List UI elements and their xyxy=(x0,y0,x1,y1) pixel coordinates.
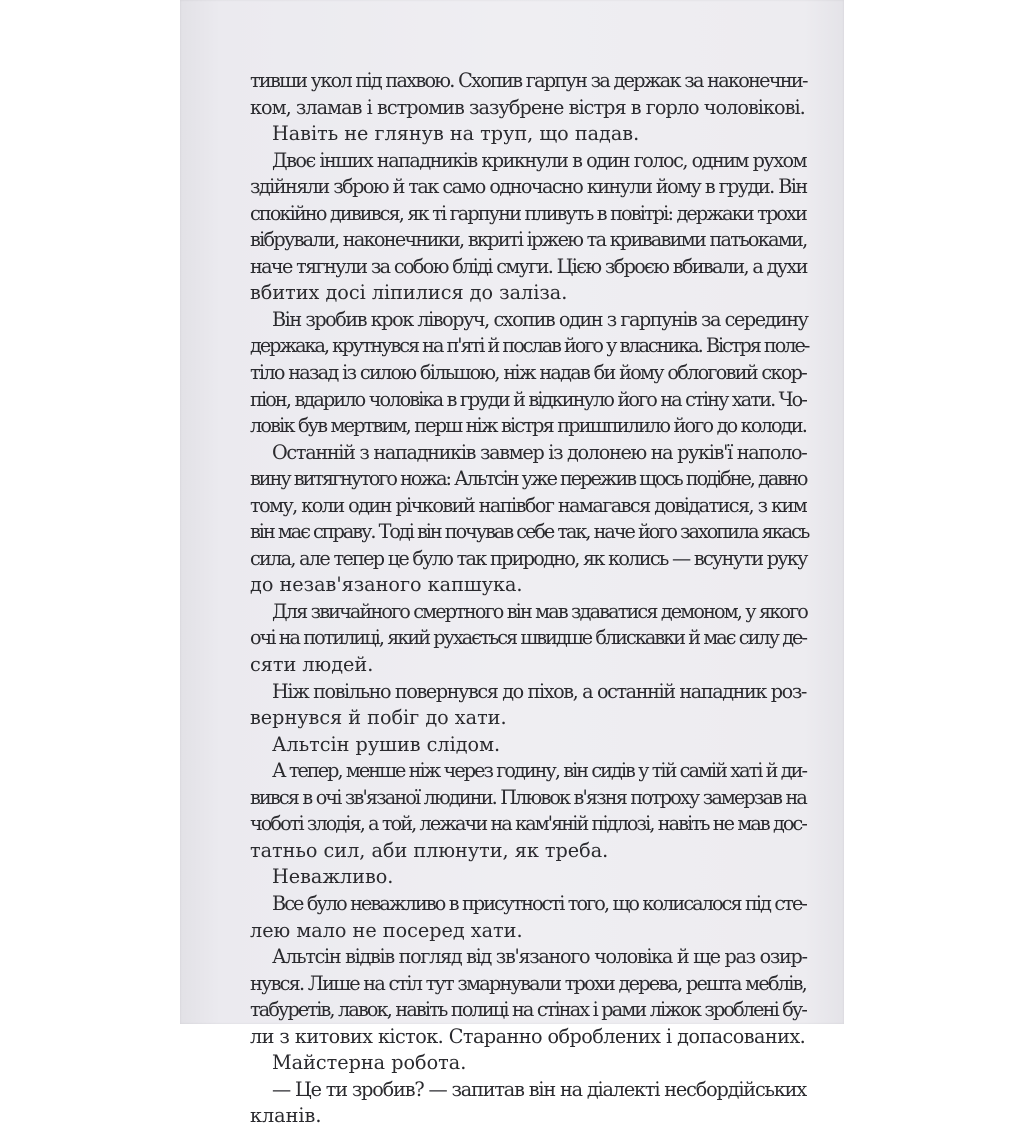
text-line: тому, коли один річковий напівбог намагався довідатися, з ким xyxy=(250,493,807,517)
text-line: Альтсін відвів погляд від зв'язаного чоловіка й ще раз озир- xyxy=(272,945,807,969)
text-line: чоботі злодія, а той, лежачи на кам'яній підлозі, навіть не мав дос- xyxy=(250,812,806,836)
text-line: татньо сил, аби плюнути, як треба. xyxy=(250,838,609,862)
text-line: ком, зламав і встромив зазубрене вістря в горло чоловікові. xyxy=(250,95,805,119)
text-line: вився в очі зв'язаної людини. Плювок в'язня потроху замерзав на xyxy=(250,785,806,809)
text-line: здійняли зброю й так само одночасно кинули йому в груди. Він xyxy=(250,175,807,199)
text-line: Останній з нападників завмер із долонею на руків'ї наполо- xyxy=(272,440,807,464)
text-line: вернувся й побіг до хати. xyxy=(250,706,507,730)
text-line: Навіть не глянув на труп, що падав. xyxy=(272,122,640,146)
text-line: — Це ти зробив? — запитав він на діалекті несбордійських xyxy=(272,1077,806,1101)
text-line: він має справу. Тоді він почував себе так, наче його захопила якась xyxy=(250,520,809,544)
text-line: А тепер, менше ніж через годину, він сидів у тій самій хаті й ди- xyxy=(272,759,806,783)
book-page xyxy=(180,0,844,1128)
text-line: Двоє інших нападників крикнули в один голос, одним рухом xyxy=(272,148,806,172)
text-line: наче тягнули за собою бліді смуги. Цією зброєю вбивали, а духи xyxy=(250,254,807,278)
text-line: Альтсін рушив слідом. xyxy=(272,732,501,756)
text-line: держака, крутнувся на п'яті й послав його у власника. Вістря поле- xyxy=(250,334,809,358)
text-line: Для звичайного смертного він мав здаватися демоном, у якого xyxy=(272,599,807,623)
text-line: вібрували, наконечники, вкриті іржею та кривавими патьоками, xyxy=(250,228,807,252)
text-line: ловік був мертвим, перш ніж вістря пришпилило його до колоди. xyxy=(250,414,807,438)
text-line: Все було неважливо в присутності того, що колисалося під сте- xyxy=(272,891,806,915)
text-line: лею мало не посеред хати. xyxy=(250,918,523,942)
text-line: ли з китових кісток. Старанно оброблених і допасованих. xyxy=(250,1024,806,1048)
body-text xyxy=(250,68,809,1130)
text-line: спокійно дивився, як ті гарпуни пливуть в повітрі: держаки трохи xyxy=(250,201,806,225)
text-line: очі на потилиці, який рухається швидше блискавки й має силу де- xyxy=(250,626,806,650)
text-line: нувся. Лише на стіл тут змарнували трохи дерева, решта меблів, xyxy=(250,971,806,995)
text-line: піон, вдарило чоловіка в груди й відкинуло його на стіну хати. Чо- xyxy=(250,387,806,411)
text-line: Ніж повільно повернувся до піхов, а останній нападник роз- xyxy=(272,679,806,703)
text-line: табуретів, лавок, навіть полиці на стінах і рами ліжок зроблені бу- xyxy=(250,998,806,1022)
text-line: тіло назад із силою більшою, ніж надав би йому облоговий скор- xyxy=(250,361,806,385)
text-line: кланів. xyxy=(250,1104,322,1128)
text-line: Він зробив крок ліворуч, схопив один з гарпунів за середину xyxy=(272,307,808,331)
text-line: сяти людей. xyxy=(250,653,374,677)
text-line: вину витягнутого ножа: Альтсін уже пережив щось подібне, давно xyxy=(250,467,807,491)
text-line: Неважливо. xyxy=(272,865,394,889)
text-line: Майстерна робота. xyxy=(272,1051,467,1075)
text-line: до незав'язаного капшука. xyxy=(250,573,523,597)
text-line: тивши укол під пахвою. Схопив гарпун за держак за наконечни- xyxy=(250,69,807,92)
text-line: сила, але тепер це було так природно, як колись — всунути руку xyxy=(250,546,807,570)
text-line: вбитих досі ліпилися до заліза. xyxy=(250,281,568,305)
